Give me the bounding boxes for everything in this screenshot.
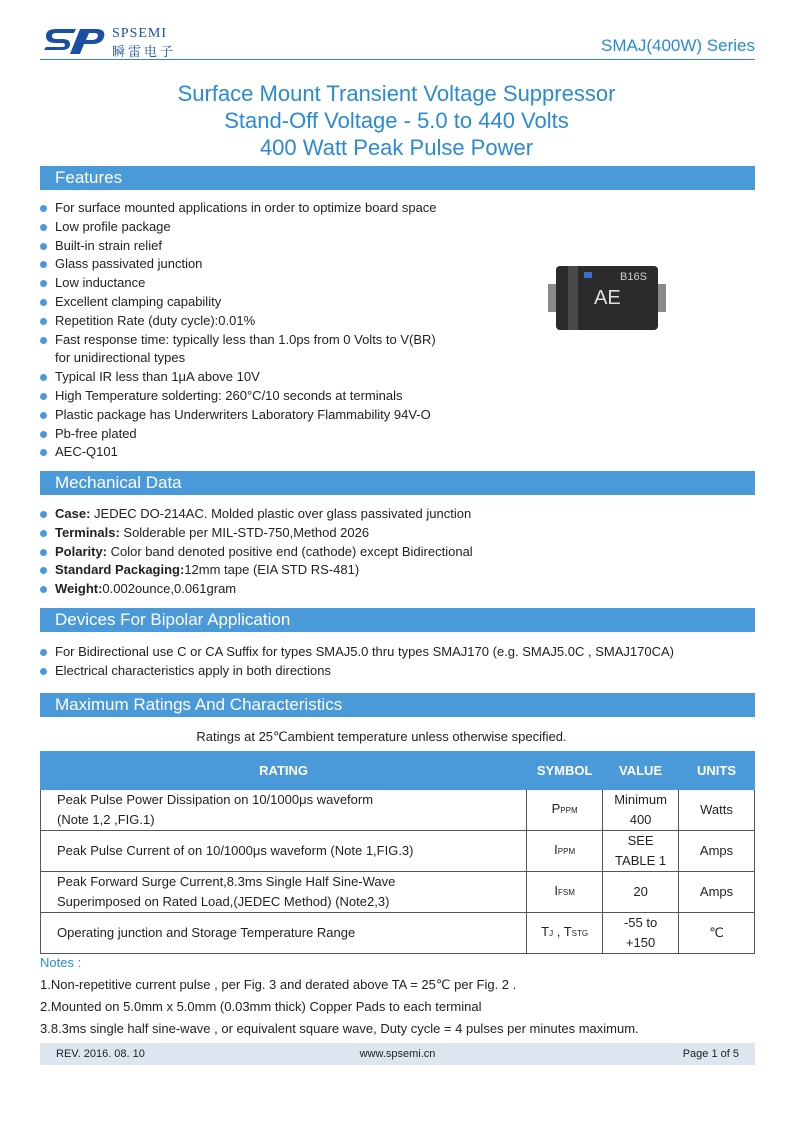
ratings-heading: Maximum Ratings And Characteristics [40, 693, 755, 717]
symbol-cell [527, 831, 603, 872]
mech-label: Weight: [55, 581, 103, 597]
list-item: For Bidirectional use C or CA Suffix for types SMAJ5.0 thru types SMAJ170 (e.g. SMAJ5.0C , SMAJ170CA) [40, 643, 755, 662]
revision-date: REV. 2016. 08. 10 [56, 1048, 145, 1060]
mech-text: 0.002ounce,0.061gram [102, 581, 237, 597]
list-item: Low profile package [40, 218, 755, 237]
note-item: 2.Mounted on 5.0mm x 5.0mm (0.03mm thick) Copper Pads to each terminal [40, 999, 482, 1014]
symbol-text: T [541, 924, 550, 939]
page-header [40, 26, 755, 60]
logo-text-en: SPSEMI [112, 26, 168, 41]
symbol-sub: PPM [560, 806, 578, 815]
symbol-text: P [551, 801, 561, 816]
list-item: Repetition Rate (duty cycle):0.01% [40, 312, 755, 331]
unit-cell: Amps [679, 831, 755, 872]
features-heading: Features [40, 166, 755, 190]
value-cell [603, 831, 679, 872]
note-item: 3.8.3ms single half sine-wave , or equivalent square wave, Duty cycle = 4 pulses per minutes maximum. [40, 1021, 639, 1036]
marking-top: B16S [620, 271, 647, 283]
mechanical-list [40, 505, 755, 599]
value-line: 400 [629, 812, 652, 827]
page-number: Page 1 of 5 [682, 1048, 739, 1060]
list-item: Plastic package has Underwriters Laboratory Flammability 94V-O [40, 406, 755, 425]
unit-cell: Amps [679, 872, 755, 913]
symbol-sub: FSM [558, 888, 575, 897]
symbol-sub-2: STG [571, 929, 589, 938]
rating-line: Operating junction and Storage Temperature Range [57, 925, 356, 940]
rating-line: Superimposed on Rated Load,(JEDEC Method) (Note2,3) [57, 894, 390, 909]
mechanical-heading: Mechanical Data [40, 471, 755, 495]
mech-label: Standard Packaging: [55, 562, 185, 578]
rating-cell [41, 913, 527, 954]
list-item [40, 543, 755, 562]
value-line: +150 [625, 935, 656, 950]
value-cell [603, 872, 679, 913]
table-header-row [41, 752, 755, 790]
table-row [41, 831, 755, 872]
col-symbol: SYMBOL [527, 752, 603, 790]
bipolar-list [40, 643, 755, 681]
value-line: -55 to [623, 915, 658, 930]
symbol-cell [527, 913, 603, 954]
ratings-note: Ratings at 25℃ambient temperature unless otherwise specified. [196, 729, 567, 744]
list-item: Glass passivated junction [40, 255, 755, 274]
rating-cell [41, 831, 527, 872]
symbol-text: I [554, 842, 558, 857]
list-item [40, 580, 755, 599]
notes-section [40, 952, 755, 1040]
rating-line: Peak Pulse Power Dissipation on 10/1000μs waveform [57, 792, 374, 807]
mech-text: Solderable per MIL-STD-750,Method 2026 [119, 524, 370, 540]
sp-logo-icon [40, 26, 108, 58]
list-item-continuation: for unidirectional types [55, 350, 186, 366]
symbol-sub: PPM [557, 847, 576, 856]
rating-line: Peak Forward Surge Current,8.3ms Single Half Sine-Wave [57, 874, 396, 889]
mech-label: Polarity: [55, 543, 108, 559]
mech-text: 12mm tape (EIA STD RS-481) [184, 562, 360, 578]
list-item: Fast response time: typically less than 1.0ps from 0 Volts to V(BR) [40, 331, 755, 350]
unit-cell: Watts [679, 790, 755, 831]
value-cell [603, 913, 679, 954]
col-units: UNITS [679, 752, 755, 790]
notes-title: Notes : [40, 955, 82, 970]
list-item: Low inductance [40, 274, 755, 293]
value-line: SEE [627, 833, 654, 848]
document-title [0, 80, 793, 161]
logo-text-cn: 瞬雷电子 [112, 45, 177, 60]
list-item [40, 524, 755, 543]
bipolar-heading: Devices For Bipolar Application [40, 608, 755, 632]
table-row [41, 872, 755, 913]
list-item: Excellent clamping capability [40, 293, 755, 312]
rating-line: Peak Pulse Current of on 10/1000μs waveform (Note 1,FIG.3) [57, 843, 414, 858]
title-line-2: Stand-Off Voltage - 5.0 to 440 Volts [224, 108, 569, 133]
value-line: 20 [633, 884, 648, 899]
mech-label: Terminals: [55, 524, 120, 540]
symbol-sub: J [549, 929, 554, 938]
list-item: AEC-Q101 [40, 443, 755, 462]
value-line: Minimum [614, 792, 667, 807]
col-rating: RATING [41, 752, 527, 790]
mech-text: Color band denoted positive end (cathode) except Bidirectional [107, 543, 473, 559]
list-item: Pb-free plated [40, 425, 755, 444]
title-line-1: Surface Mount Transient Voltage Suppressor [177, 81, 616, 106]
symbol-cell [527, 872, 603, 913]
rating-line: (Note 1,2 ,FIG.1) [57, 812, 155, 827]
marking-main: AE [594, 287, 621, 309]
table-row [41, 790, 755, 831]
value-line: TABLE 1 [615, 853, 667, 868]
page-footer [40, 1043, 755, 1065]
symbol-text-2: , T [553, 924, 572, 939]
list-item [40, 561, 755, 580]
title-line-3: 400 Watt Peak Pulse Power [259, 135, 534, 160]
list-item: Electrical characteristics apply in both directions [40, 662, 755, 681]
series-title: SMAJ(400W) Series [601, 36, 755, 55]
rating-cell [41, 872, 527, 913]
component-image [548, 262, 668, 332]
mech-label: Case: [55, 506, 91, 521]
do214ac-package-icon [548, 262, 668, 332]
unit-cell: ℃ [679, 913, 755, 954]
table-row [41, 913, 755, 954]
list-item: High Temperature solderting: 260°C/10 seconds at terminals [40, 387, 755, 406]
website-link[interactable]: www.spsemi.cn [359, 1048, 436, 1060]
col-value: VALUE [603, 752, 679, 790]
symbol-cell [527, 790, 603, 831]
list-item: Built-in strain relief [40, 237, 755, 256]
list-item [40, 505, 755, 524]
symbol-text: I [554, 883, 558, 898]
rating-cell [41, 790, 527, 831]
note-item: 1.Non-repetitive current pulse , per Fig. 3 and derated above TA = 25℃ per Fig. 2 . [40, 977, 517, 992]
ratings-table [40, 751, 755, 954]
value-cell [603, 790, 679, 831]
list-item: For surface mounted applications in order to optimize board space [40, 199, 755, 218]
list-item: Typical IR less than 1μA above 10V [40, 368, 755, 387]
mech-text: JEDEC DO-214AC. Molded plastic over glass passivated junction [90, 506, 472, 521]
spsemi-logo [40, 26, 200, 58]
